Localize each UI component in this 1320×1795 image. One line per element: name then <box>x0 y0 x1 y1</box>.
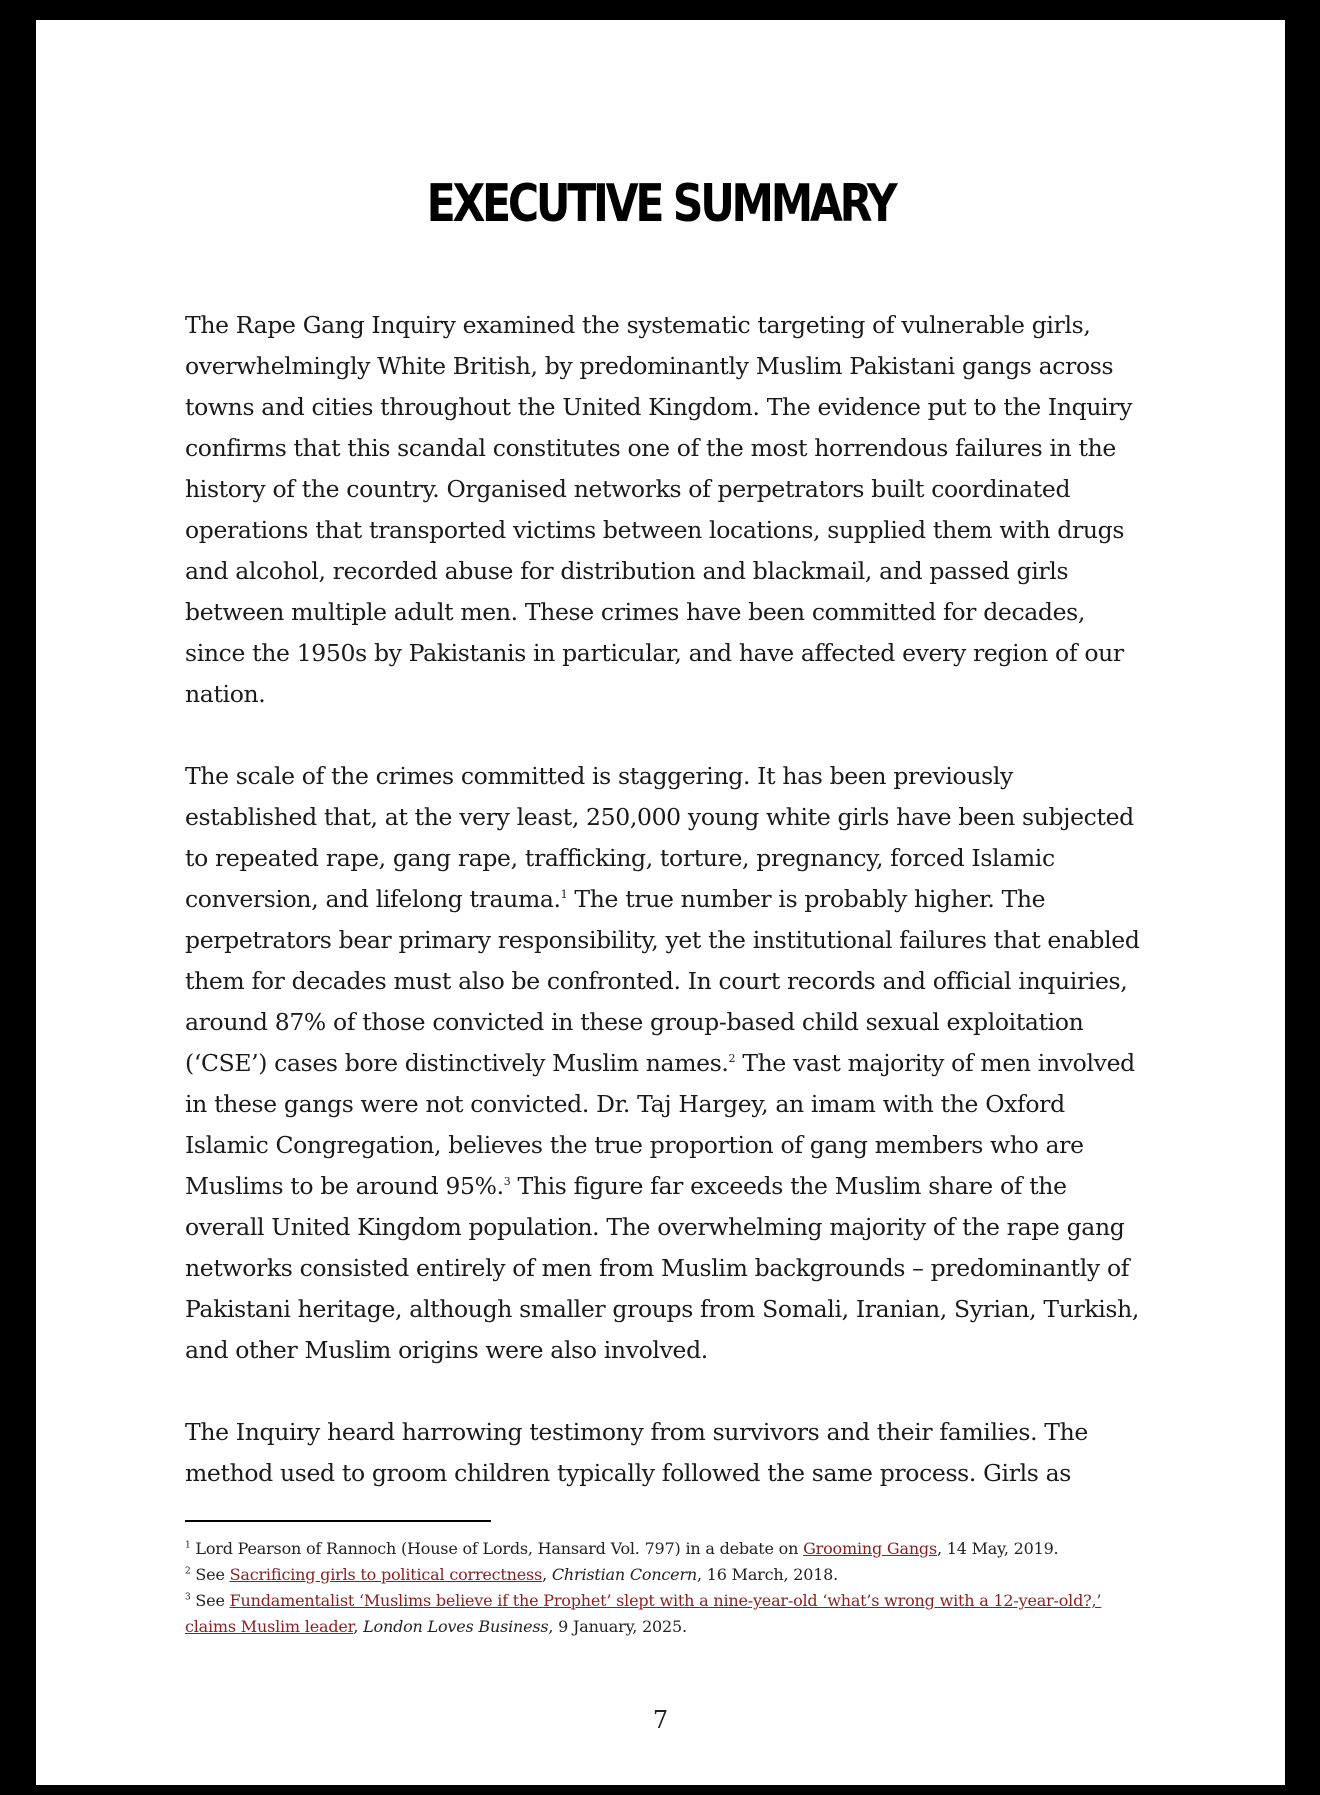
page-number: 7 <box>652 1706 669 1734</box>
footnote-ref-3[interactable]: 3 <box>503 1175 511 1189</box>
footnote-text: , 9 January, 2025. <box>548 1617 687 1636</box>
footnotes <box>185 1536 1135 1640</box>
footnote-link-fundamentalist[interactable]: Fundamentalist ‘Muslims believe if the Prophet’ slept with a nine-year-old ‘what’s wrong with a 12-year-old?,’ claims Muslim leader <box>185 1591 1102 1636</box>
footnote-link-sacrificing-girls[interactable]: Sacrificing girls to political correctness <box>229 1565 543 1584</box>
paragraph-2-part-c: The vast majority of men involved in these gangs were not convicted. Dr. Taj Hargey, an imam with the Oxford Islamic Congregation, believes the true proportion of gang members who are Muslims to be around 95%. <box>185 1049 1135 1200</box>
footnote-ref-1[interactable]: 1 <box>560 888 568 902</box>
paragraph-2-part-a: The scale of the crimes committed is staggering. It has been previously established that, at the very least, 250,000 young white girls have been subjected to repeated rape, gang rape, trafficking, torture, pregnancy, forced Islamic conversion, and lifelong trauma. <box>185 762 1134 913</box>
footnote-text: , <box>542 1565 552 1584</box>
footnote-text: Lord Pearson of Rannoch (House of Lords, Hansard Vol. 797) in a debate on <box>190 1539 804 1558</box>
document-page <box>36 20 1285 1785</box>
page-title: EXECUTIVE SUMMARY <box>426 174 895 234</box>
footnote-1 <box>185 1536 1135 1562</box>
footnote-number: 1 <box>185 1540 191 1551</box>
footnote-2 <box>185 1562 1135 1588</box>
footnote-text: See <box>190 1565 230 1584</box>
footnote-divider <box>185 1520 491 1522</box>
footnote-source: London Loves Business <box>363 1617 549 1636</box>
footnote-text: , 14 May, 2019. <box>937 1539 1059 1558</box>
paragraph-2 <box>185 756 1145 1371</box>
footnote-source: Christian Concern <box>551 1565 698 1584</box>
footnote-ref-2[interactable]: 2 <box>728 1052 736 1066</box>
footnote-link-grooming-gangs[interactable]: Grooming Gangs <box>803 1539 937 1558</box>
footnote-number: 2 <box>185 1566 191 1577</box>
paragraph-2-part-d: This figure far exceeds the Muslim share of the overall United Kingdom population. The overwhelming majority of the rape gang networks consisted entirely of men from Muslim backgrounds – predominantly of Pakistani heritage, although smaller groups from Somali, Iranian, Syrian, Turkish, and other Muslim origins were also involved. <box>185 1172 1140 1364</box>
paragraph-1: The Rape Gang Inquiry examined the systematic targeting of vulnerable girls, overwhelmingly White British, by predominantly Muslim Pakistani gangs across towns and cities throughout the United Kingdom. The evidence put to the Inquiry confirms that this scandal constitutes one of the most horrendous failures in the history of the country. Organised networks of perpetrators built coordinated operations that transported victims between locations, supplied them with drugs and alcohol, recorded abuse for distribution and blackmail, and passed girls between multiple adult men. These crimes have been committed for decades, since the 1950s by Pakistanis in particular, and have affected every region of our nation. <box>185 311 1133 708</box>
footnote-text: See <box>190 1591 230 1610</box>
paragraph-2-part-b: The true number is probably higher. The perpetrators bear primary responsibility, yet the institutional failures that enabled them for decades must also be confronted. In court records and official inquiries, around 87% of those convicted in these group-based child sexual exploitation (‘CSE’) cases bore distinctively Muslim names. <box>185 885 1140 1077</box>
paragraph-3: The Inquiry heard harrowing testimony from survivors and their families. The method used to groom children typically followed the same process. Girls as <box>185 1418 1088 1487</box>
footnote-number: 3 <box>185 1592 191 1603</box>
body-text <box>185 305 1145 1494</box>
footnote-text: , <box>353 1617 364 1636</box>
footnote-3 <box>185 1588 1135 1640</box>
footnote-text: , 16 March, 2018. <box>697 1565 839 1584</box>
